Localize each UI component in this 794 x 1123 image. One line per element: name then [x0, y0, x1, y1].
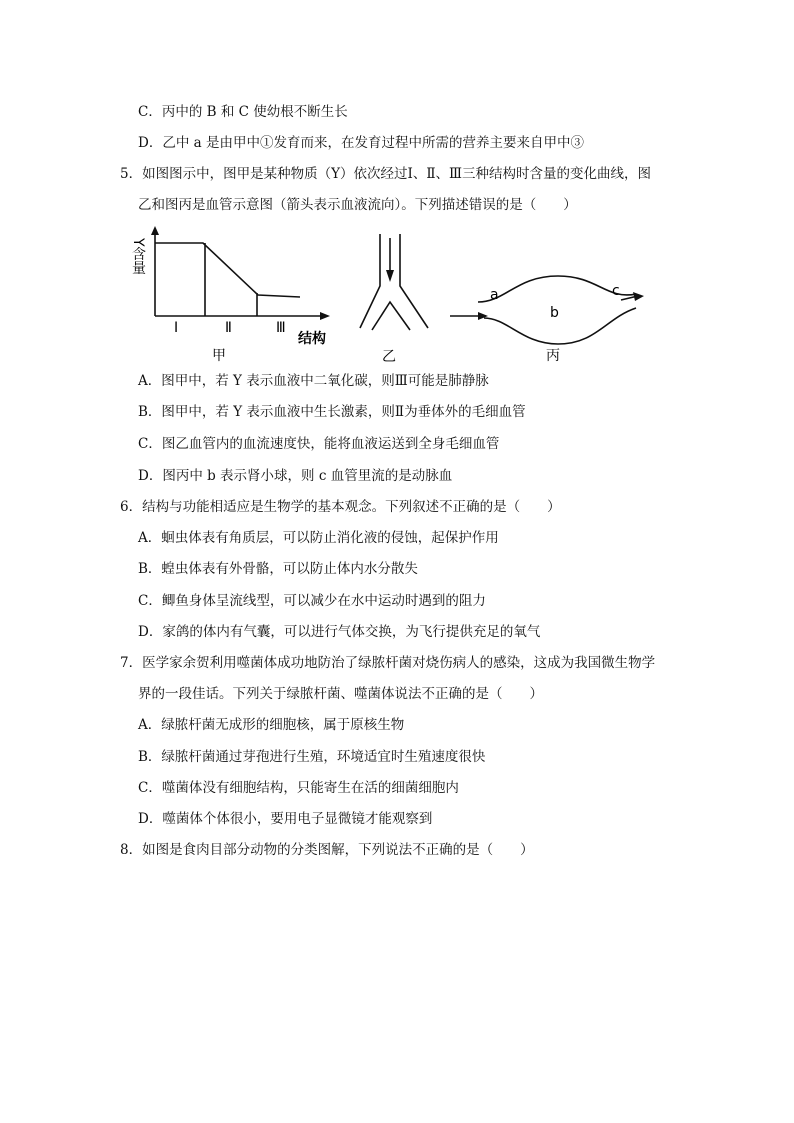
tick-label-2: Ⅱ [225, 320, 232, 336]
q4-option-d: D．乙中 a 是由甲中①发育而来，在发育过程中所需的营养主要来自甲中③ [138, 135, 584, 151]
q5-option-b: B．图甲中，若 Y 表示血液中生长激素，则Ⅱ为垂体外的毛细血管 [138, 404, 526, 420]
caption-yi: 乙 [382, 349, 396, 365]
q6-stem: 6．结构与功能相适应是生物学的基本观念。下列叙述不正确的是（ ） [120, 499, 561, 515]
q7-option-d: D．噬菌体个体很小，要用电子显微镜才能观察到 [138, 811, 433, 827]
q7-option-b: B．绿脓杆菌通过芽孢进行生殖，环境适宜时生殖速度很快 [138, 749, 486, 765]
content-curve [155, 243, 300, 297]
caption-jia: 甲 [212, 348, 226, 364]
vessel-right-wall [400, 234, 428, 328]
flow-arrow-icon [386, 270, 394, 282]
y-axis-arrow [151, 226, 159, 235]
q5-stem-line1: 5．如图图示中，图甲是某种物质（Y）依次经过Ⅰ、Ⅱ、Ⅲ三种结构时含量的变化曲线，图 [120, 166, 652, 182]
q7-stem-line1: 7．医学家余贺利用噬菌体成功地防治了绿脓杆菌对烧伤病人的感染，这成为我国微生物学 [120, 655, 656, 671]
q5-option-d: D．图丙中 b 表示肾小球，则 c 血管里流的是动脉血 [138, 468, 453, 484]
label-a: a [490, 287, 499, 303]
q8-stem: 8．如图是食肉目部分动物的分类图解，下列说法不正确的是（ ） [120, 842, 534, 858]
tick-label-1: Ⅰ [174, 320, 179, 336]
outflow-arrow-icon [633, 292, 644, 301]
q6-option-d: D．家鸽的体内有气囊，可以进行气体交换，为飞行提供充足的氧气 [138, 624, 541, 640]
q6-option-a: A．蛔虫体表有角质层，可以防止消化液的侵蚀，起保护作用 [138, 530, 499, 546]
figure-yi [352, 228, 437, 368]
vessel-lower-wall [484, 308, 636, 344]
caption-bing: 丙 [546, 348, 560, 364]
q6-option-b: B．蝗虫体表有外骨骼，可以防止体内水分散失 [138, 561, 418, 577]
q5-stem-line2: 乙和图丙是血管示意图（箭头表示血液流向）。下列描述错误的是（ ） [138, 197, 577, 213]
q7-option-a: A．绿脓杆菌无成形的细胞核，属于原核生物 [138, 717, 405, 733]
q5-option-a: A．图甲中，若 Y 表示血液中二氧化碳，则Ⅲ可能是肺静脉 [138, 373, 489, 389]
x-axis-arrow [320, 312, 330, 320]
q6-option-c: C．鲫鱼身体呈流线型，可以减少在水中运动时遇到的阻力 [138, 593, 486, 609]
figure-jia [130, 222, 345, 367]
label-c: c [612, 283, 620, 299]
q5-option-c: C．图乙血管内的血流速度快，能将血液运送到全身毛细血管 [138, 436, 500, 452]
vessel-inner-wall [372, 302, 410, 330]
q7-stem-line2: 界的一段佳话。下列关于绿脓杆菌、噬菌体说法不正确的是（ ） [138, 686, 543, 702]
x-axis-label: 结构 [298, 331, 326, 347]
y-axis-label: Y含量 [130, 238, 146, 275]
label-b: b [550, 305, 559, 321]
q4-option-c: C．丙中的 B 和 C 使幼根不断生长 [138, 104, 348, 120]
q7-option-c: C．噬菌体没有细胞结构，只能寄生在活的细菌细胞内 [138, 780, 459, 796]
figure-bing [446, 262, 651, 367]
tick-label-3: Ⅲ [276, 320, 286, 336]
vessel-left-wall [360, 234, 380, 328]
